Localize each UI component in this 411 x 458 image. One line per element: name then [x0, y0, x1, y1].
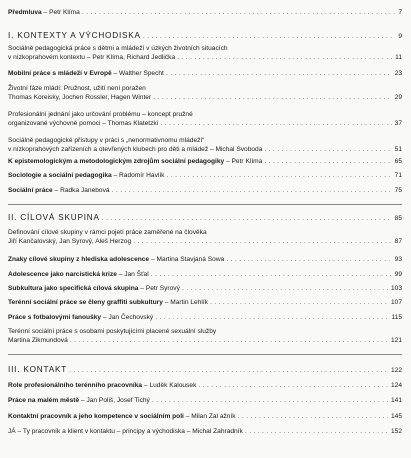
entry-separator: –: [79, 397, 87, 404]
entry-separator: –: [184, 428, 193, 435]
entry-separator: –: [142, 382, 150, 389]
entry-author: Radomír Havlík: [119, 172, 165, 179]
entry-author: Thomas Klatetzki: [107, 120, 159, 127]
entry-separator: –: [111, 172, 120, 179]
entry-separator: –: [41, 9, 50, 16]
section-divider: [8, 354, 402, 355]
entry-separator: –: [52, 187, 61, 194]
entry-title: Adolescence jako narcistická krize: [8, 271, 117, 278]
entry-title: Terénní sociální práce se členy graffiti subkultury: [8, 299, 163, 306]
toc-entry[interactable]: [8, 412, 402, 421]
section-title: I. KONTEXTY A VÝCHODISKA . . .: [8, 31, 402, 40]
toc-entry[interactable]: [8, 110, 402, 128]
entry-page: 37: [392, 119, 402, 128]
entry-title-cont: v nízkoprahovém kontextu: [8, 54, 85, 61]
entry-page: 65: [392, 157, 402, 166]
entry-page: 71: [392, 171, 402, 180]
entry-author: Luděk Kalousek: [149, 382, 197, 389]
entry-page: 99: [392, 270, 402, 279]
section-divider: [8, 204, 402, 205]
toc-entry[interactable]: [8, 84, 402, 102]
entry-page: 115: [388, 313, 402, 322]
toc-entry[interactable]: [8, 427, 402, 436]
entry-title-cont: v nízkoprahových zařízeních a otevřených klubech pro děti a mládež: [8, 146, 209, 153]
toc-entry[interactable]: [8, 255, 402, 264]
entry-page: 145: [388, 412, 402, 421]
entry-title: JÁ – Ty pracovník a klient v kontaktu – principy a východiska: [8, 428, 185, 435]
entry-title: Práce na malém městě: [8, 397, 80, 404]
entry-title: Mobilní práce s mládeží v Evropě: [8, 70, 112, 77]
entry-title: Profesionální jednání jako určování problému – koncept pružné: [8, 111, 193, 118]
toc-entry[interactable]: [8, 186, 402, 195]
entry-page: 7: [395, 8, 402, 17]
entry-author: Petr Klíma, Richard Jedlička: [92, 54, 176, 61]
toc-entry[interactable]: [8, 228, 402, 246]
section-title: II. CÍLOVÁ SKUPINA . . .: [8, 213, 402, 222]
entry-separator: –: [138, 285, 146, 292]
section-heading-2[interactable]: [8, 212, 402, 224]
entry-page: 23: [392, 69, 402, 78]
toc-entry[interactable]: [8, 44, 402, 62]
entry-title-cont: organizované výchovné pomoci: [8, 120, 101, 127]
entry-author: Jiří Kančalovský, Jan Syrový, Aleš Herzog: [8, 238, 132, 245]
section-page: 122: [388, 365, 402, 376]
entry-author: Thomas Koreisky, Jochen Rossler, Hagen Winter: [8, 94, 152, 101]
toc-entry[interactable]: [8, 396, 402, 405]
section-heading-3[interactable]: [8, 364, 402, 376]
entry-title: Znaky cílové skupiny z hlediska adolescence: [8, 256, 150, 263]
section-title: III. KONTAKT . . .: [8, 365, 402, 374]
entry-page: 29: [392, 93, 402, 102]
toc-entry[interactable]: [8, 284, 402, 293]
entry-title: K epistemologickým a metodologickým zdrojům sociální pedagogiky: [8, 158, 225, 165]
entry-author: Walther Specht: [119, 70, 164, 77]
entry-author: Jan Čechovský: [108, 314, 154, 321]
entry-page: 107: [388, 298, 402, 307]
entry-separator: –: [208, 146, 216, 153]
entry-title: Subkultura jako specifická cílová skupina: [8, 285, 139, 292]
entry-separator: –: [183, 413, 192, 420]
toc-entry[interactable]: [8, 136, 402, 154]
entry-separator: –: [111, 70, 120, 77]
entry-author: Petr Klíma: [231, 158, 263, 165]
toc-entry[interactable]: [8, 381, 402, 390]
entry-separator: –: [100, 120, 108, 127]
entry-title: Práce s fotbalovými fanoušky: [8, 314, 102, 321]
entry-author: Radka Janebová: [60, 187, 110, 194]
toc-entry[interactable]: [8, 313, 402, 322]
entry-page: 124: [388, 381, 402, 390]
entry-separator: –: [101, 314, 109, 321]
entry-title: Životní fáze mládí: Pružnost, užití není poražen: [8, 85, 146, 92]
entry-author: Michal Zahradník: [192, 428, 243, 435]
entry-title: Role profesionálního terénního pracovníka: [8, 382, 143, 389]
entry-title: Definování cílové skupiny v rámci pojetí práce zaměřené na člověka: [8, 229, 207, 236]
section-page: 85: [392, 213, 402, 224]
entry-separator: –: [149, 256, 157, 263]
entry-title: Sociální práce: [8, 187, 53, 194]
toc-entry[interactable]: [8, 298, 402, 307]
entry-author: Petr Syrový: [145, 285, 180, 292]
entry-page: 93: [392, 255, 402, 264]
section-heading-1[interactable]: [8, 30, 402, 42]
entry-page: 103: [388, 284, 402, 293]
toc-entry[interactable]: [8, 157, 402, 166]
entry-page: 11: [392, 53, 402, 62]
entry-title: Sociologie a sociální pedagogika: [8, 172, 112, 179]
toc-entry-preface[interactable]: [8, 8, 402, 17]
section-page: 9: [395, 31, 402, 42]
entry-author: Martin Lehlík: [170, 299, 208, 306]
entry-page: 141: [388, 396, 402, 405]
toc-entry[interactable]: [8, 327, 402, 345]
entry-author: Michal Svoboda: [215, 146, 263, 153]
entry-author: Petr Klíma: [49, 9, 80, 16]
entry-page: 87: [392, 237, 402, 246]
entry-author: Milan Zal ažník: [191, 413, 236, 420]
entry-author: Jan Šťal: [124, 271, 149, 278]
entry-page: 152: [388, 427, 402, 436]
entry-title: Terénní sociální práce s osobami poskytujícími placené sexuální služby: [8, 328, 217, 335]
toc-entry[interactable]: [8, 171, 402, 180]
entry-separator: –: [116, 271, 125, 278]
toc-entry[interactable]: [8, 270, 402, 279]
toc-entry[interactable]: [8, 69, 402, 78]
entry-page: 75: [392, 186, 402, 195]
entry-separator: –: [162, 299, 171, 306]
entry-separator: –: [224, 158, 232, 165]
entry-page: 51: [392, 145, 402, 154]
entry-title: Sociálně pedagogické přístupy v práci s „nenormativnomu mládeží“: [8, 137, 205, 144]
entry-page: 121: [388, 336, 402, 345]
entry-separator: –: [84, 54, 93, 61]
entry-author: Martina Zikmundová: [8, 337, 68, 344]
entry-title: Sociálně pedagogická práce s dětmi a mládeží v úzkých životních situacích: [8, 45, 228, 52]
entry-author: Martina Stavjaná Sowa: [156, 256, 225, 263]
entry-title: Předmluva: [8, 9, 42, 16]
entry-title: Kontaktní pracovník a jeho kompetence v sociálním poli: [8, 413, 184, 420]
entry-author: Jan Poliš, Josef Tichý: [86, 397, 150, 404]
